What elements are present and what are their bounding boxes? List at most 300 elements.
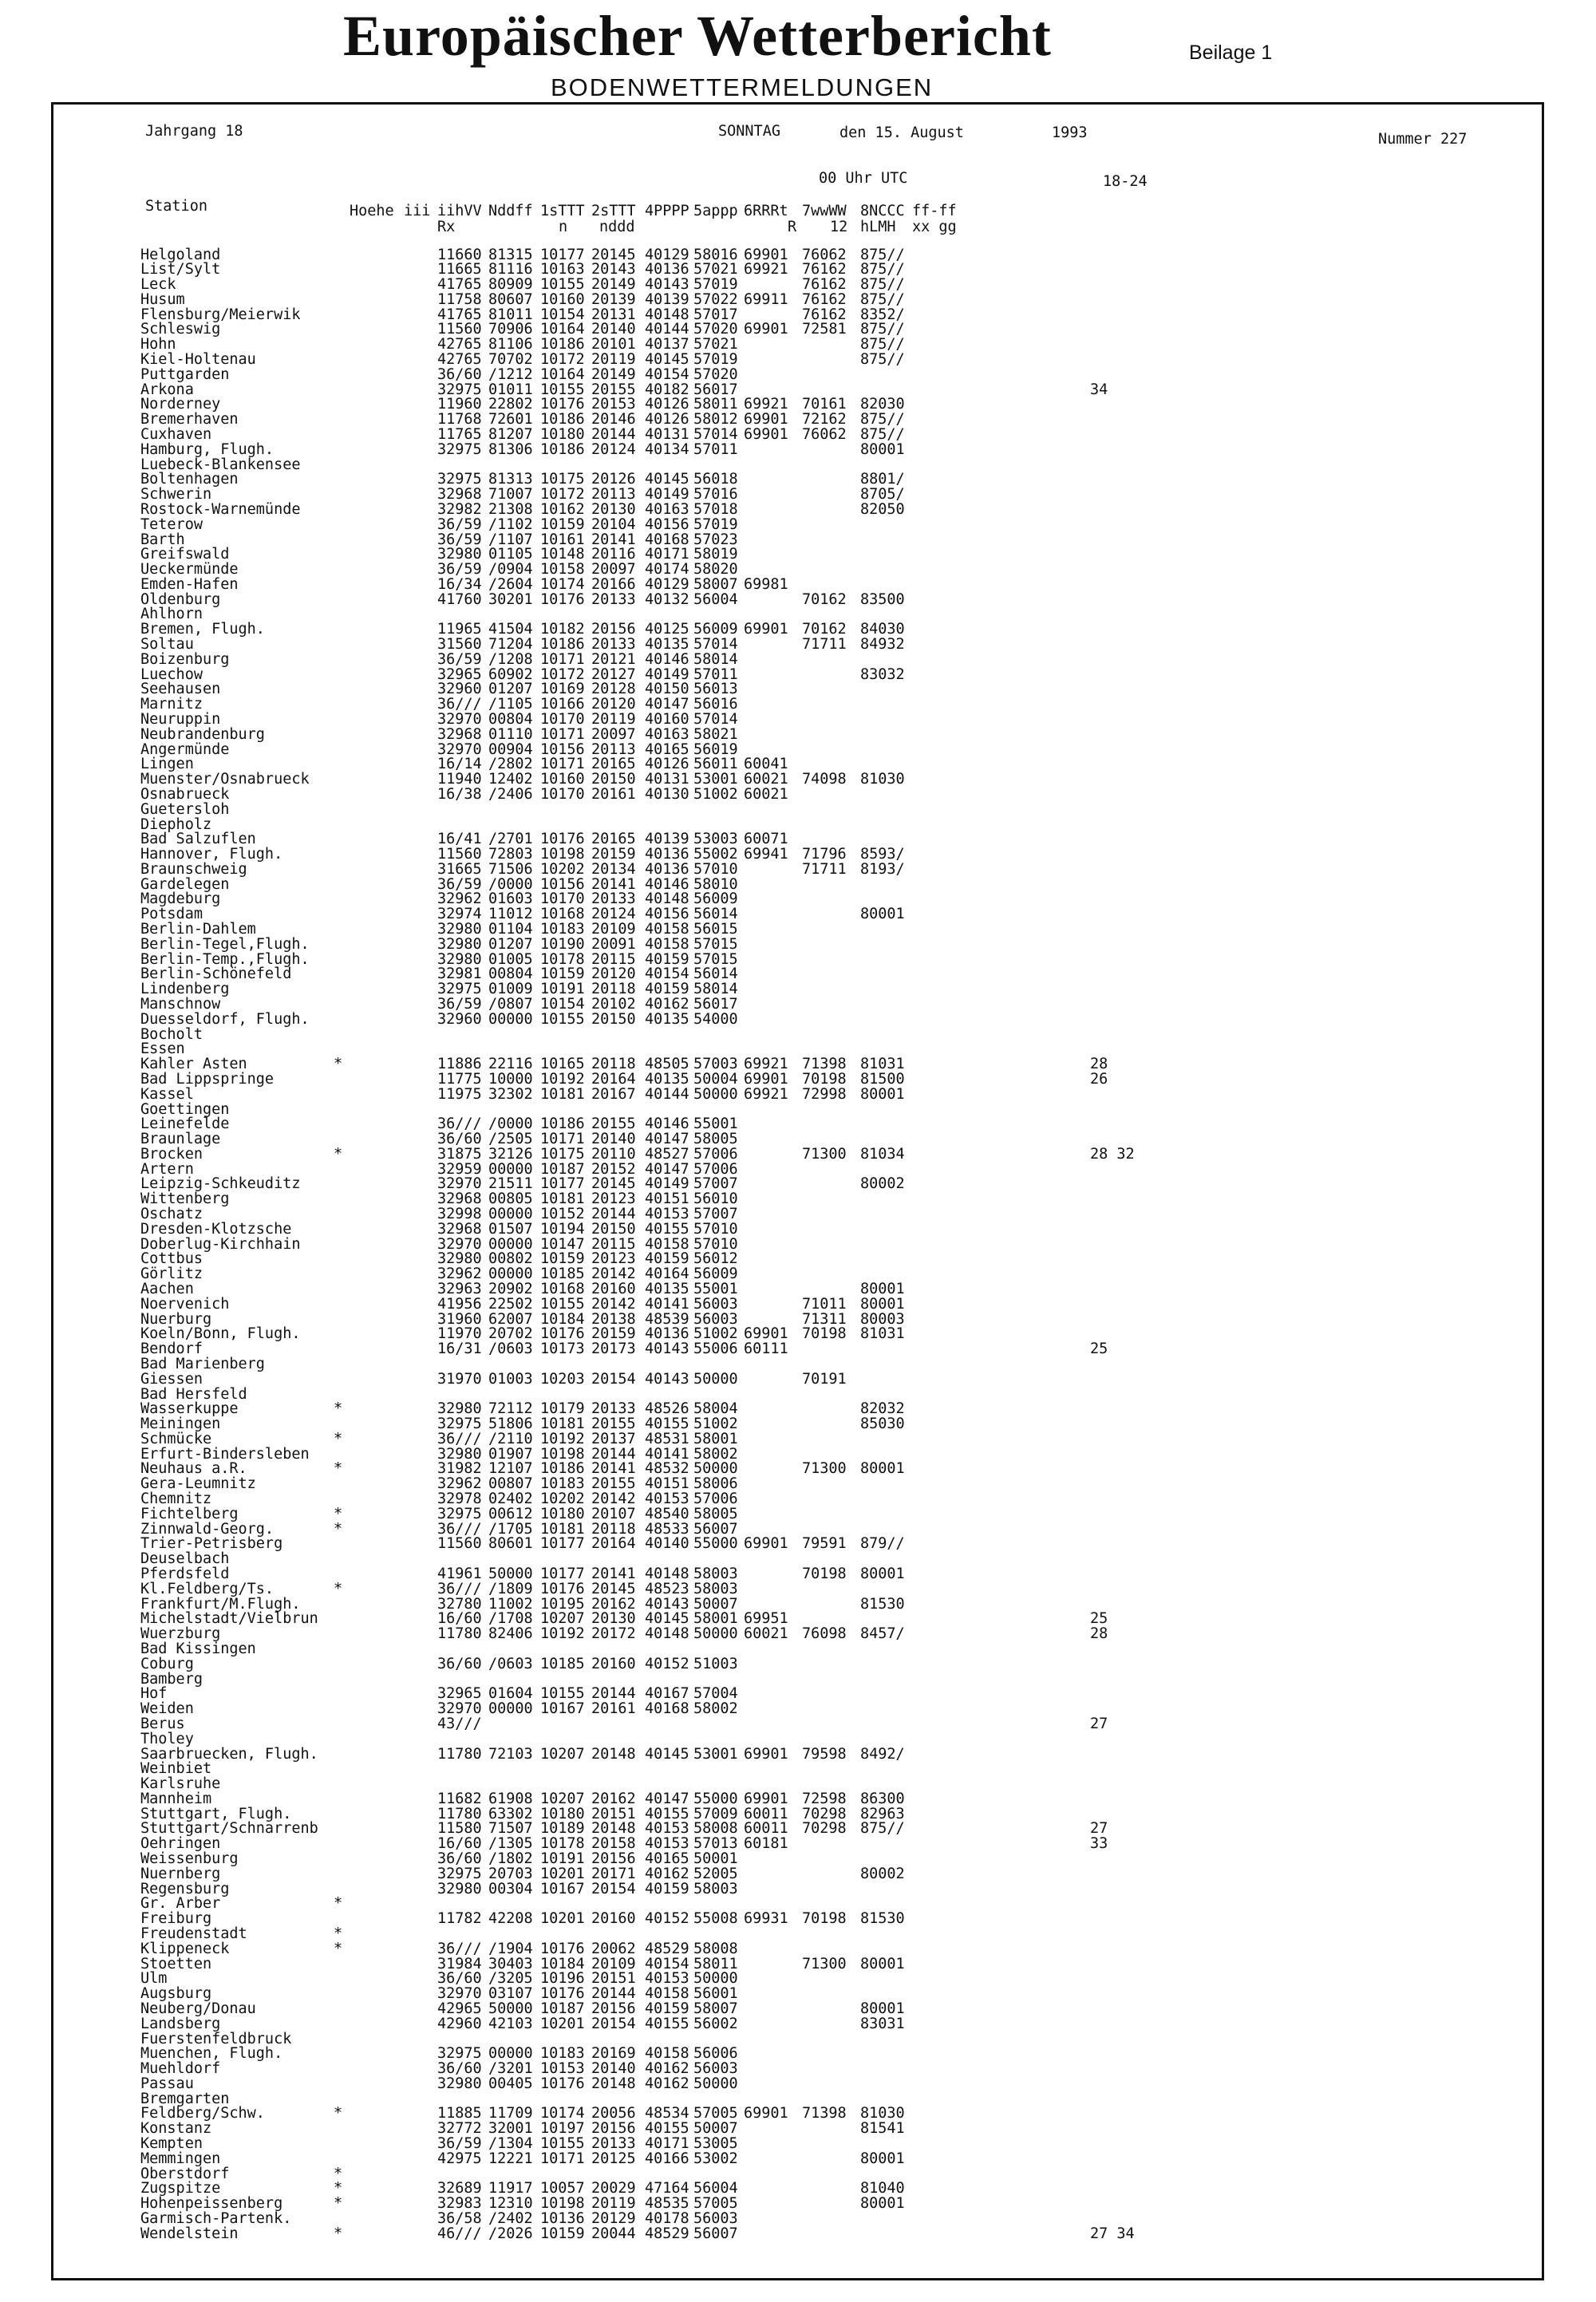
cell-appp: 51002 [693, 785, 738, 803]
cell-nddff: /3201 [488, 2060, 533, 2078]
cell-iihvv: 36/59 [437, 531, 482, 548]
cell-appp: 55002 [693, 846, 738, 863]
cell-nccc: 80001 [860, 2000, 905, 2017]
cell-ttt2: 20144 [591, 1985, 636, 2003]
cell-ttt2: 20113 [591, 740, 636, 758]
cell-nddff: 20702 [488, 1325, 533, 1343]
cell-pppp: 40145 [645, 1745, 689, 1763]
cell-ttt1: 10160 [540, 290, 585, 308]
col-rrrt-sub: R [788, 219, 797, 235]
cell-appp: 50000 [693, 1970, 738, 1988]
cell-ttt1: 10170 [540, 890, 585, 908]
cell-station: Zinnwald-Georg. [140, 1520, 275, 1538]
cell-ff: 27 [1090, 1715, 1108, 1732]
cell-ttt2: 20148 [591, 1820, 636, 1838]
cell-appp: 56003 [693, 2060, 738, 2078]
cell-nddff: 20703 [488, 1865, 533, 1882]
cell-nddff: 01207 [488, 681, 533, 698]
cell-wwww: 76162 [802, 261, 847, 278]
cell-appp: 57011 [693, 440, 738, 458]
cell-station: Noervenich [140, 1295, 230, 1313]
cell-appp: 57021 [693, 261, 738, 278]
cell-appp: 57014 [693, 425, 738, 443]
cell-wwww: 71300 [802, 1145, 847, 1163]
cell-station: Michelstadt/Vielbrun [140, 1610, 318, 1628]
cell-iihvv: 11665 [437, 261, 482, 278]
cell-station: Cottbus [140, 1250, 203, 1268]
cell-iihvv: 11768 [437, 411, 482, 428]
cell-ttt2: 20146 [591, 411, 636, 428]
cell-ttt2: 20171 [591, 1865, 636, 1882]
cell-station: Freiburg [140, 1910, 212, 1928]
col-appp: 5appp [693, 203, 738, 219]
cell-pppp: 40126 [645, 756, 689, 773]
cell-appp: 58007 [693, 575, 738, 593]
cell-station: Wasserkuppe [140, 1400, 239, 1418]
cell-appp: 56017 [693, 996, 738, 1013]
cell-star: * [334, 1940, 343, 1957]
cell-pppp: 40135 [645, 636, 689, 653]
cell-ttt1: 10186 [540, 1115, 585, 1133]
cell-ttt2: 20153 [591, 396, 636, 413]
cell-nccc: 81530 [860, 1910, 905, 1928]
cell-ttt2: 20150 [591, 1220, 636, 1238]
cell-appp: 58003 [693, 1566, 738, 1583]
col-ttt1: 1sTTT [540, 203, 585, 219]
cell-nccc: 80001 [860, 906, 905, 923]
cell-station: Hohenpeissenberg [140, 2195, 283, 2213]
cell-appp: 50004 [693, 1070, 738, 1088]
col-rrrt: 6RRRt [744, 203, 788, 219]
cell-nddff: /1708 [488, 1610, 533, 1628]
cell-star: * [334, 1925, 343, 1942]
cell-ttt2: 20155 [591, 1475, 636, 1493]
cell-station: Puttgarden [140, 365, 230, 383]
cell-nddff: 62007 [488, 1310, 533, 1328]
cell-pppp: 40158 [645, 2045, 689, 2063]
cell-star: * [334, 2165, 343, 2182]
cell-station: Guetersloh [140, 800, 230, 818]
cell-star: * [334, 2225, 343, 2242]
cell-nddff: 81106 [488, 336, 533, 353]
cell-pppp: 40152 [645, 1655, 689, 1672]
cell-nddff: /1107 [488, 531, 533, 548]
cell-nccc: 83031 [860, 2015, 905, 2032]
cell-station: Bremen, Flugh. [140, 621, 265, 638]
cell-pppp: 40152 [645, 1910, 689, 1928]
cell-iihvv: 32982 [437, 500, 482, 518]
cell-pppp: 48533 [645, 1520, 689, 1538]
cell-nddff: /1305 [488, 1835, 533, 1853]
cell-nddff: /0603 [488, 1341, 533, 1358]
cell-ttt2: 20140 [591, 321, 636, 338]
cell-appp: 58014 [693, 650, 738, 668]
cell-pppp: 40145 [645, 1610, 689, 1628]
cell-station: Leck [140, 276, 176, 294]
cell-ttt1: 10159 [540, 965, 585, 983]
col-station: Station [145, 198, 207, 215]
cell-nddff: 12310 [488, 2195, 533, 2213]
cell-ttt1: 10171 [540, 650, 585, 668]
cell-station: Berus [140, 1715, 185, 1732]
cell-appp: 56009 [693, 1266, 738, 1283]
cell-appp: 58003 [693, 1580, 738, 1597]
cell-ttt1: 10194 [540, 1220, 585, 1238]
page-title: Europäischer Wetterbericht [343, 4, 1052, 68]
cell-station: Dresden-Klotzsche [140, 1220, 292, 1238]
cell-ttt2: 20161 [591, 785, 636, 803]
cell-nddff: 51806 [488, 1416, 533, 1433]
cell-iihvv: 32980 [437, 935, 482, 953]
cell-iihvv: 32962 [437, 1266, 482, 1283]
cell-station: Seehausen [140, 681, 221, 698]
cell-station: Schmücke [140, 1430, 212, 1447]
cell-nccc: 82963 [860, 1805, 905, 1822]
cell-station: Muehldorf [140, 2060, 221, 2078]
cell-iihvv: 11960 [437, 396, 482, 413]
cell-wwww: 71311 [802, 1310, 847, 1328]
cell-pppp: 40162 [645, 2075, 689, 2092]
cell-rrrt: 69981 [744, 575, 788, 593]
cell-iihvv: 31560 [437, 636, 482, 653]
cell-nddff: 00000 [488, 1235, 533, 1253]
cell-appp: 56015 [693, 921, 738, 938]
cell-ttt2: 20156 [591, 1850, 636, 1868]
cell-station: Diepholz [140, 815, 212, 833]
cell-ff: 28 [1090, 1625, 1108, 1643]
cell-station: Tholey [140, 1730, 194, 1747]
cell-star: * [334, 1056, 343, 1073]
cell-pppp: 40156 [645, 515, 689, 533]
cell-ttt2: 20097 [591, 725, 636, 743]
cell-pppp: 40158 [645, 1235, 689, 1253]
cell-iihvv: 36/60 [437, 2060, 482, 2078]
day-label: SONNTAG [718, 123, 780, 140]
cell-nccc: 81031 [860, 1325, 905, 1343]
col-wwww: 7wwWW [802, 203, 847, 219]
cell-wwww: 71300 [802, 1460, 847, 1478]
cell-iihvv: 36/60 [437, 1131, 482, 1148]
cell-station: Berlin-Temp.,Flugh. [140, 950, 310, 968]
cell-appp: 56016 [693, 696, 738, 713]
cell-appp: 50000 [693, 1085, 738, 1103]
cell-ttt1: 10159 [540, 515, 585, 533]
cell-ttt1: 10147 [540, 1235, 585, 1253]
cell-pppp: 48529 [645, 2225, 689, 2242]
cell-ttt1: 10154 [540, 306, 585, 323]
cell-star: * [334, 1430, 343, 1447]
cell-ttt1: 10162 [540, 500, 585, 518]
col-ffff-sub: xx gg [912, 219, 957, 235]
cell-appp: 58007 [693, 2000, 738, 2017]
cell-ttt1: 10180 [540, 1805, 585, 1822]
cell-nddff: 81207 [488, 425, 533, 443]
cell-station: Brocken [140, 1145, 203, 1163]
cell-nddff: 01603 [488, 890, 533, 908]
cell-nddff: 41504 [488, 621, 533, 638]
cell-appp: 56017 [693, 381, 738, 398]
cell-pppp: 40143 [645, 1595, 689, 1613]
cell-nddff: 81116 [488, 261, 533, 278]
cell-appp: 57005 [693, 2195, 738, 2213]
cell-appp: 58003 [693, 1880, 738, 1897]
cell-appp: 58019 [693, 546, 738, 563]
cell-pppp: 40147 [645, 1790, 689, 1807]
cell-pppp: 40154 [645, 1955, 689, 1972]
cell-appp: 56007 [693, 1520, 738, 1538]
beilage-label: Beilage 1 [1189, 41, 1273, 64]
cell-pppp: 40141 [645, 1295, 689, 1313]
cell-ttt2: 20151 [591, 1970, 636, 1988]
cell-nddff: 82406 [488, 1625, 533, 1643]
cell-rrrt: 60181 [744, 1835, 788, 1853]
cell-nddff: 32302 [488, 1085, 533, 1103]
cell-ttt1: 10168 [540, 906, 585, 923]
cell-nddff: 01104 [488, 921, 533, 938]
cell-nddff: 71007 [488, 486, 533, 503]
cell-pppp: 40146 [645, 1115, 689, 1133]
cell-nddff: /0904 [488, 561, 533, 578]
cell-nccc: 85030 [860, 1416, 905, 1433]
cell-station: Berlin-Dahlem [140, 921, 256, 938]
cell-ttt2: 20141 [591, 875, 636, 893]
cell-appp: 57023 [693, 531, 738, 548]
cell-pppp: 40131 [645, 771, 689, 788]
cell-appp: 56018 [693, 471, 738, 488]
cell-iihvv: 11975 [437, 1085, 482, 1103]
cell-iihvv: 11765 [437, 425, 482, 443]
cell-ttt2: 20162 [591, 1790, 636, 1807]
cell-nccc: 81031 [860, 1056, 905, 1073]
cell-pppp: 40171 [645, 2135, 689, 2153]
cell-nddff: 01105 [488, 546, 533, 563]
cell-ttt1: 10182 [540, 621, 585, 638]
cell-ttt2: 20165 [591, 831, 636, 848]
cell-rrrt: 69931 [744, 1910, 788, 1928]
cell-nddff: 70702 [488, 351, 533, 369]
cell-nddff: 00807 [488, 1475, 533, 1493]
cell-station: Essen [140, 1040, 185, 1058]
cell-appp: 57015 [693, 935, 738, 953]
cell-pppp: 40136 [645, 846, 689, 863]
cell-ttt2: 20156 [591, 2120, 636, 2138]
cell-ttt2: 20155 [591, 381, 636, 398]
cell-ttt2: 20110 [591, 1145, 636, 1163]
cell-ttt1: 10176 [540, 1325, 585, 1343]
cell-appp: 57004 [693, 1685, 738, 1703]
cell-nccc: 875// [860, 425, 905, 443]
cell-appp: 58001 [693, 1610, 738, 1628]
cell-appp: 57011 [693, 665, 738, 683]
cell-station: Bad Lippspringe [140, 1070, 275, 1088]
cell-nddff: 01507 [488, 1220, 533, 1238]
cell-pppp: 48527 [645, 1145, 689, 1163]
cell-ttt1: 10169 [540, 681, 585, 698]
cell-station: Regensburg [140, 1880, 230, 1897]
cell-rrrt: 69901 [744, 621, 788, 638]
cell-station: Bad Salzuflen [140, 831, 256, 848]
cell-ttt2: 20158 [591, 1835, 636, 1853]
cell-star: * [334, 1460, 343, 1478]
cell-nddff: 00000 [488, 1266, 533, 1283]
cell-ttt1: 10171 [540, 1131, 585, 1148]
cell-rrrt: 60011 [744, 1820, 788, 1838]
cell-nddff: /1304 [488, 2135, 533, 2153]
cell-pppp: 40155 [645, 1416, 689, 1433]
cell-iihvv: 32974 [437, 906, 482, 923]
cell-appp: 55000 [693, 1790, 738, 1807]
cell-appp: 56014 [693, 906, 738, 923]
cell-nddff: 01009 [488, 981, 533, 998]
cell-appp: 58004 [693, 1400, 738, 1418]
cell-ttt2: 20133 [591, 590, 636, 608]
cell-station: Fuerstenfeldbruck [140, 2030, 292, 2047]
cell-appp: 50000 [693, 1460, 738, 1478]
cell-iihvv: 31982 [437, 1460, 482, 1478]
cell-station: Magdeburg [140, 890, 221, 908]
cell-nccc: 83500 [860, 590, 905, 608]
cell-iihvv: 32998 [437, 1206, 482, 1223]
cell-ttt2: 20149 [591, 365, 636, 383]
cell-station: Bad Kissingen [140, 1640, 256, 1657]
cell-station: Hohn [140, 336, 176, 353]
cell-ttt2: 20138 [591, 1310, 636, 1328]
cell-rrrt: 69911 [744, 290, 788, 308]
cell-pppp: 40139 [645, 831, 689, 848]
cell-ttt2: 20155 [591, 1416, 636, 1433]
cell-wwww: 71300 [802, 1955, 847, 1972]
cell-rrrt: 69901 [744, 1535, 788, 1553]
cell-nddff: 50000 [488, 1566, 533, 1583]
cell-nccc: 8492/ [860, 1745, 905, 1763]
cell-ttt1: 10175 [540, 1145, 585, 1163]
col-ttt1-sub: n [559, 219, 568, 235]
col-iihvv: iihVV [437, 203, 482, 219]
cell-wwww: 71711 [802, 860, 847, 878]
cell-nddff: 01110 [488, 725, 533, 743]
cell-iihvv: 32970 [437, 1985, 482, 2003]
cell-iihvv: 32975 [437, 1865, 482, 1882]
cell-nddff: 81011 [488, 306, 533, 323]
cell-nccc: 875// [860, 321, 905, 338]
cell-pppp: 48535 [645, 2195, 689, 2213]
cell-station: Braunlage [140, 1131, 221, 1148]
cell-ttt1: 10191 [540, 981, 585, 998]
cell-ttt2: 20129 [591, 2209, 636, 2227]
cell-ttt2: 20107 [591, 1505, 636, 1522]
cell-nddff: 11917 [488, 2180, 533, 2197]
cell-nddff: 72601 [488, 411, 533, 428]
cell-appp: 57007 [693, 1175, 738, 1193]
cell-nccc: 80002 [860, 1865, 905, 1882]
cell-iihvv: 36/60 [437, 1655, 482, 1672]
cell-pppp: 40150 [645, 681, 689, 698]
cell-rrrt: 60021 [744, 785, 788, 803]
cell-pppp: 40162 [645, 1865, 689, 1882]
cell-ttt1: 10184 [540, 1310, 585, 1328]
cell-ttt1: 10174 [540, 2105, 585, 2122]
cell-appp: 51002 [693, 1416, 738, 1433]
cell-appp: 56003 [693, 1295, 738, 1313]
cell-pppp: 40155 [645, 2120, 689, 2138]
cell-iihvv: 11682 [437, 1790, 482, 1807]
cell-ttt2: 20144 [591, 1206, 636, 1223]
cell-rrrt: 69941 [744, 846, 788, 863]
cell-nddff: 32126 [488, 1145, 533, 1163]
cell-iihvv: 16/41 [437, 831, 482, 848]
cell-station: Ulm [140, 1970, 168, 1988]
cell-pppp: 40140 [645, 1535, 689, 1553]
cell-nddff: /2604 [488, 575, 533, 593]
cell-appp: 58014 [693, 981, 738, 998]
cell-station: Meiningen [140, 1416, 221, 1433]
cell-ttt1: 10168 [540, 1281, 585, 1297]
cell-ttt1: 10158 [540, 561, 585, 578]
cell-wwww: 70298 [802, 1805, 847, 1822]
cell-ttt1: 10152 [540, 1206, 585, 1223]
cell-station: Gardelegen [140, 875, 230, 893]
cell-wwww: 71398 [802, 2105, 847, 2122]
cell-pppp: 40143 [645, 276, 689, 294]
cell-ff: 28 32 [1090, 1145, 1135, 1163]
col-nccc-sub: hLMH [860, 219, 896, 235]
cell-appp: 57019 [693, 351, 738, 369]
cell-nddff: /0603 [488, 1655, 533, 1672]
cell-pppp: 40158 [645, 921, 689, 938]
cell-station: Helgoland [140, 246, 221, 263]
cell-station: Stuttgart, Flugh. [140, 1805, 292, 1822]
cell-nccc: 81030 [860, 2105, 905, 2122]
cell-wwww: 76162 [802, 276, 847, 294]
cell-iihvv: 11560 [437, 846, 482, 863]
cell-star: * [334, 1580, 343, 1597]
cell-pppp: 40144 [645, 1085, 689, 1103]
cell-pppp: 48523 [645, 1580, 689, 1597]
cell-station: Frankfurt/M.Flugh. [140, 1595, 301, 1613]
cell-rrrt: 69901 [744, 1070, 788, 1088]
cell-ttt1: 10171 [540, 756, 585, 773]
cell-wwww: 70298 [802, 1820, 847, 1838]
cell-nddff: 80607 [488, 290, 533, 308]
cell-ttt2: 20159 [591, 846, 636, 863]
cell-station: Kassel [140, 1085, 194, 1103]
cell-station: List/Sylt [140, 261, 221, 278]
cell-ttt1: 10184 [540, 1955, 585, 1972]
cell-ttt1: 10176 [540, 590, 585, 608]
cell-nddff: 11002 [488, 1595, 533, 1613]
cell-station: Stuttgart/Schnarrenb [140, 1820, 318, 1838]
cell-iihvv: 36/59 [437, 561, 482, 578]
cell-rrrt: 60021 [744, 771, 788, 788]
cell-station: Gr. Arber [140, 1895, 221, 1913]
cell-nddff: 42208 [488, 1910, 533, 1928]
cell-iihvv: 32980 [437, 1880, 482, 1897]
cell-station: Neuberg/Donau [140, 2000, 256, 2017]
cell-appp: 56014 [693, 965, 738, 983]
cell-ttt1: 10156 [540, 740, 585, 758]
cell-appp: 57010 [693, 1235, 738, 1253]
cell-ttt1: 10186 [540, 336, 585, 353]
cell-ttt1: 10176 [540, 1940, 585, 1957]
cell-ttt1: 10166 [540, 696, 585, 713]
cell-pppp: 40151 [645, 1475, 689, 1493]
cell-ttt2: 20167 [591, 1085, 636, 1103]
cell-ttt1: 10185 [540, 1266, 585, 1283]
cell-ttt2: 20139 [591, 290, 636, 308]
cell-rrrt: 60021 [744, 1625, 788, 1643]
cell-pppp: 40174 [645, 561, 689, 578]
cell-station: Karlsruhe [140, 1775, 221, 1793]
